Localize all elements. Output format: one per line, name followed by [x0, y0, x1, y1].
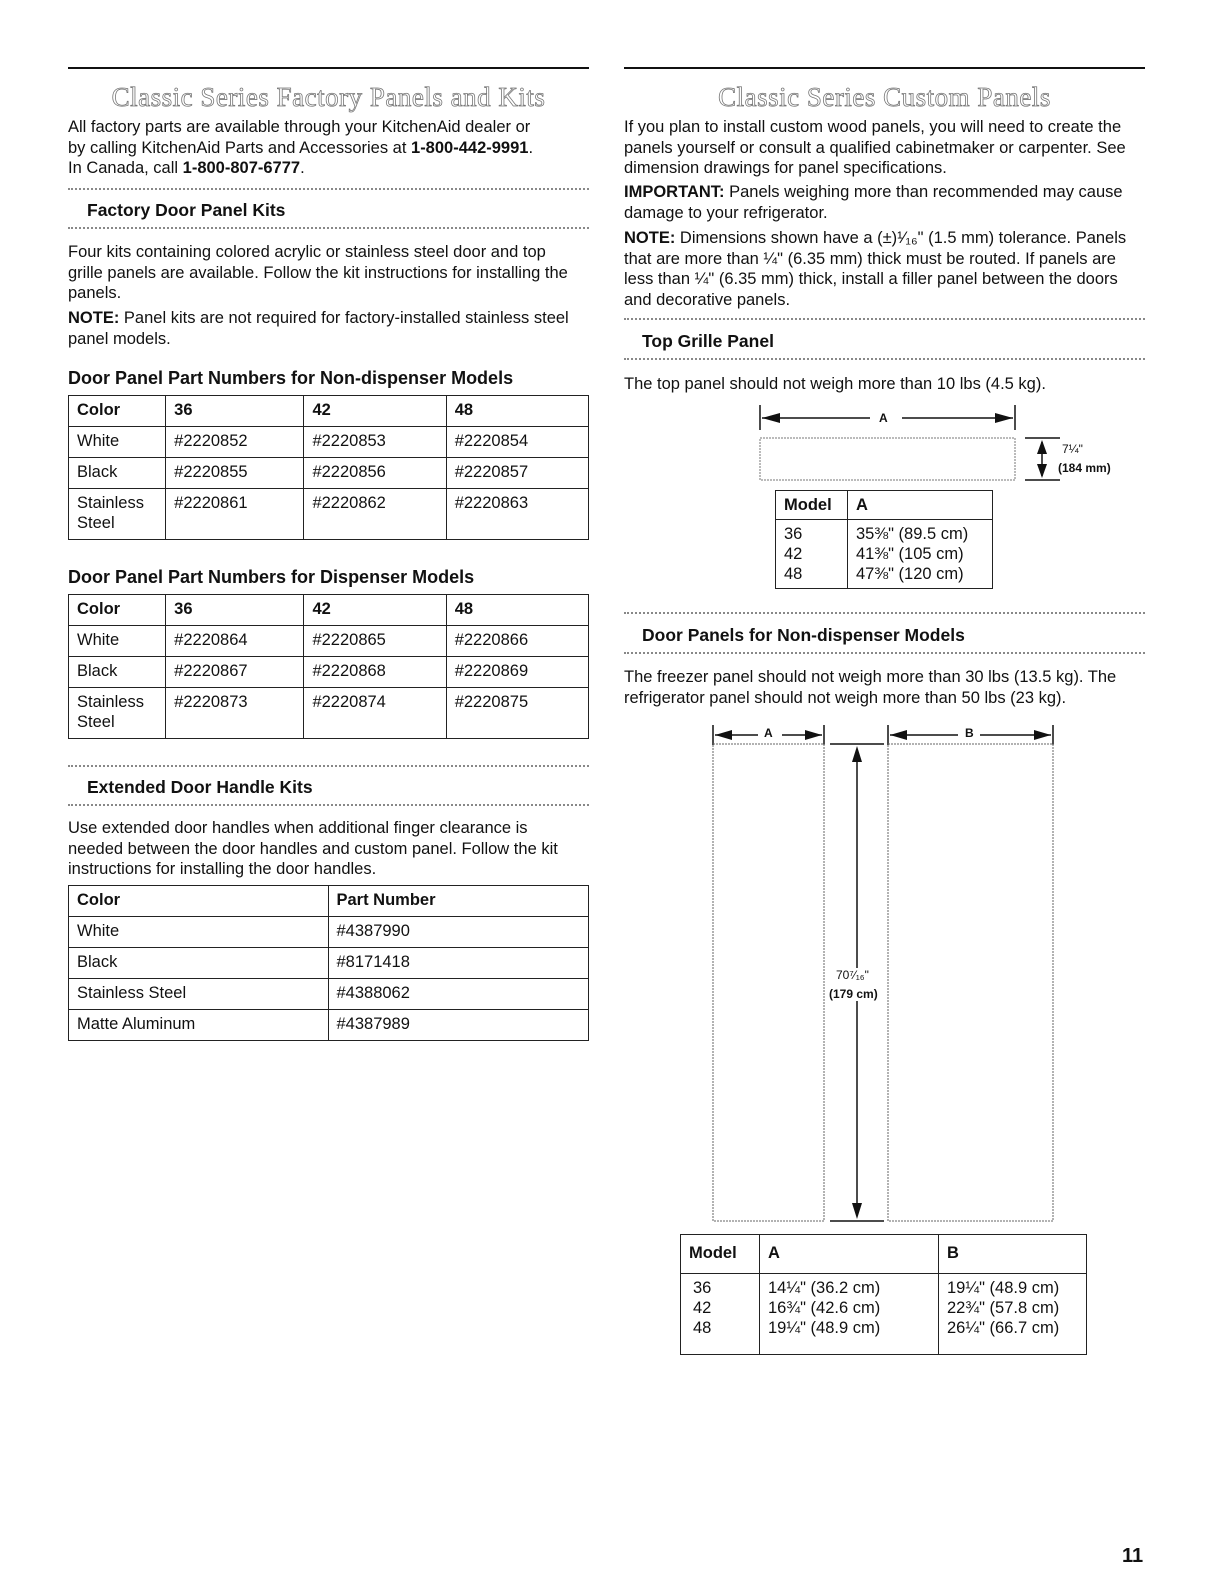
table-cell: White — [69, 626, 166, 657]
left-section-title: Classic Series Factory Panels and Kits — [111, 82, 546, 112]
door-panels-heading: Door Panels for Non-dispenser Models — [642, 625, 965, 645]
table-cell: #2220864 — [166, 626, 304, 657]
left-top-rule — [68, 67, 589, 69]
tolerance-note: NOTE: Dimensions shown have a (±)¹⁄₁₆" (1.5 mm) tolerance. Panels that are more than ¼" (6.35 mm) thick must be routed. If panels are less than ¼" (6.35 mm) thick, install a filler panel between the doors and decorative panels. — [624, 229, 1127, 309]
table-row — [69, 626, 589, 657]
table-header: 36 — [166, 595, 304, 626]
door-height-inches: 70⁷⁄₁₆" — [836, 968, 869, 982]
table-header: Color — [69, 886, 329, 917]
table-cell: #2220852 — [166, 427, 304, 458]
table-cell: #2220854 — [446, 427, 588, 458]
divider — [68, 804, 589, 806]
table-cell: White — [69, 427, 166, 458]
table-header: Color — [69, 396, 166, 427]
divider — [624, 358, 1145, 360]
table-cell: #2220857 — [446, 458, 588, 489]
top-grille-text: The top panel should not weigh more than 10 lbs (4.5 kg). — [624, 375, 1046, 393]
table-header-row — [69, 595, 589, 626]
factory-kits-text: Four kits containing colored acrylic or stainless steel door and top grille panels are available. Follow the kit instructions for installing the panels. — [68, 243, 568, 302]
nondispenser-table-heading: Door Panel Part Numbers for Non-dispenser Models — [68, 368, 514, 388]
table-header: B — [939, 1235, 1087, 1274]
door-height-cm: (179 cm) — [829, 987, 878, 1001]
right-section-title: Classic Series Custom Panels — [718, 82, 1051, 112]
divider — [624, 652, 1145, 654]
table-cell: #2220873 — [166, 688, 304, 739]
table-header: Color — [69, 595, 166, 626]
divider — [624, 612, 1145, 614]
grille-height-inches: 7¼" — [1062, 442, 1083, 456]
table-cell: #2220863 — [446, 489, 588, 540]
table-cell: #2220874 — [304, 688, 446, 739]
table-header-row — [69, 396, 589, 427]
table-cell: #8171418 — [328, 948, 589, 979]
table-cell: #2220861 — [166, 489, 304, 540]
table-cell: #2220867 — [166, 657, 304, 688]
table-cell: Matte Aluminum — [69, 1010, 329, 1041]
table-row — [69, 489, 589, 540]
divider — [68, 765, 589, 767]
model-list: 36 42 48 — [681, 1274, 760, 1355]
table-cell: #4388062 — [328, 979, 589, 1010]
table-header: Model — [776, 491, 848, 520]
factory-kits-heading: Factory Door Panel Kits — [87, 200, 286, 220]
divider — [68, 227, 589, 229]
door-dimension-b-label: B — [965, 726, 974, 740]
table-cell: Black — [69, 657, 166, 688]
dimension-a-list: 35⅜" (89.5 cm) 41⅜" (105 cm) 47⅜" (120 cm) — [848, 520, 993, 589]
table-row — [69, 657, 589, 688]
table-row — [69, 948, 589, 979]
table-cell: Stainless Steel — [69, 688, 166, 739]
model-list: 36 42 48 — [776, 520, 848, 589]
table-header: 42 — [304, 595, 446, 626]
divider — [68, 188, 589, 190]
table-header: Part Number — [328, 886, 589, 917]
divider — [624, 318, 1145, 320]
table-cell: #2220855 — [166, 458, 304, 489]
table-cell: #4387990 — [328, 917, 589, 948]
table-row — [69, 688, 589, 739]
us-phone-number: 1-800-442-9991 — [411, 138, 529, 157]
table-row — [69, 1010, 589, 1041]
door-dimensions-table — [680, 1234, 1087, 1355]
table-row — [69, 979, 589, 1010]
grille-height-mm: (184 mm) — [1058, 461, 1111, 475]
grille-dimensions-table — [775, 490, 993, 589]
table-header: 48 — [446, 396, 588, 427]
table-header: Model — [681, 1235, 760, 1274]
table-header: A — [848, 491, 993, 520]
dispenser-table-heading: Door Panel Part Numbers for Dispenser Models — [68, 567, 475, 587]
table-cell: #4387989 — [328, 1010, 589, 1041]
table-cell: Stainless Steel — [69, 979, 329, 1010]
handle-kits-table — [68, 885, 589, 1041]
important-notice: IMPORTANT: Panels weighing more than recommended may cause damage to your refrigerator. — [624, 183, 1123, 222]
table-header: 42 — [304, 396, 446, 427]
canada-phone-number: 1-800-807-6777 — [182, 159, 301, 177]
table-row — [69, 917, 589, 948]
table-header: A — [760, 1235, 939, 1274]
table-cell: #2220865 — [304, 626, 446, 657]
table-cell: Stainless Steel — [69, 489, 166, 540]
nondispenser-parts-table — [68, 395, 589, 540]
door-panels-diagram — [700, 720, 1080, 1230]
table-cell: #2220869 — [446, 657, 588, 688]
right-top-rule — [624, 67, 1145, 69]
door-panels-text: The freezer panel should not weigh more than 30 lbs (13.5 kg). The refrigerator panel should not weigh more than 50 lbs (23 kg). — [624, 668, 1117, 707]
table-cell: #2220853 — [304, 427, 446, 458]
dispenser-parts-table — [68, 594, 589, 739]
table-cell: #2220868 — [304, 657, 446, 688]
table-cell: #2220862 — [304, 489, 446, 540]
left-intro: All factory parts are available through your KitchenAid dealer or by calling KitchenAid Parts and Accessories at 1-800-442-9991. In Canada, call 1-800-807-6777. — [68, 118, 534, 177]
table-cell: Black — [69, 458, 166, 489]
table-header: 36 — [166, 396, 304, 427]
door-dimension-a-label: A — [764, 726, 773, 740]
table-cell: White — [69, 917, 329, 948]
handle-kits-heading: Extended Door Handle Kits — [87, 777, 313, 797]
table-header: 48 — [446, 595, 588, 626]
table-cell: #2220875 — [446, 688, 588, 739]
table-row — [69, 427, 589, 458]
grille-dimension-a-label: A — [876, 411, 891, 425]
custom-panels-intro: If you plan to install custom wood panels, you will need to create the panels yourself or consult a qualified cabinetmaker or carpenter. See dimension drawings for panel specifications. — [624, 118, 1126, 177]
table-cell: #2220856 — [304, 458, 446, 489]
table-header-row — [69, 886, 589, 917]
page-number: 11 — [1122, 1545, 1144, 1567]
top-grille-heading: Top Grille Panel — [642, 331, 774, 351]
factory-kits-note: NOTE: Panel kits are not required for factory-installed stainless steel panel models. — [68, 309, 569, 348]
table-row — [69, 458, 589, 489]
table-cell: Black — [69, 948, 329, 979]
table-cell: #2220866 — [446, 626, 588, 657]
dimension-a-list: 14¼" (36.2 cm) 16¾" (42.6 cm) 19¼" (48.9 cm) — [760, 1274, 939, 1355]
dimension-b-list: 19¼" (48.9 cm) 22¾" (57.8 cm) 26¼" (66.7 cm) — [939, 1274, 1087, 1355]
handle-kits-text: Use extended door handles when additional finger clearance is needed between the door handles and custom panel. Follow the kit instructions for installing the door handles. — [68, 819, 558, 878]
